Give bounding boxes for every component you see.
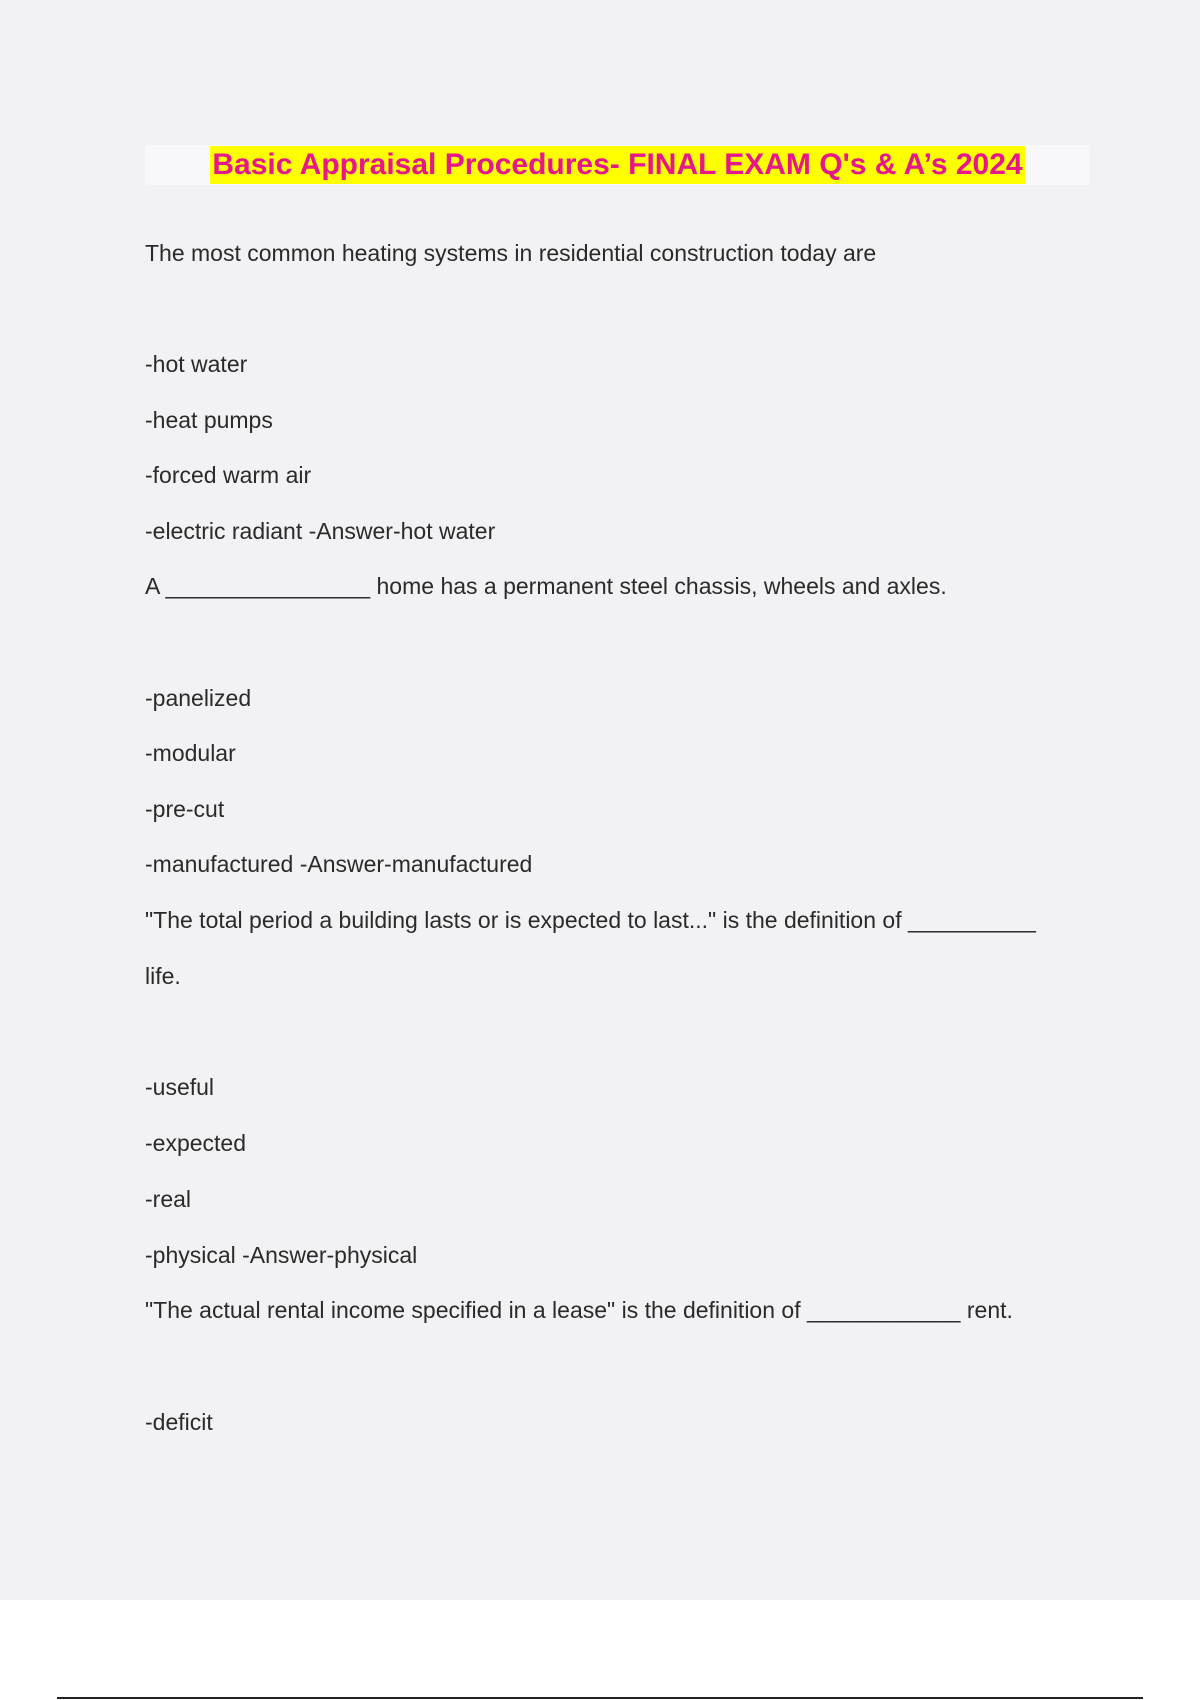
question-1-option: -hot water [145, 351, 248, 377]
question-1-option-answer: -electric radiant -Answer-hot water [145, 518, 496, 544]
footer-divider [57, 1697, 1143, 1699]
question-3-option-answer: -physical -Answer-physical [145, 1242, 418, 1268]
title-band [145, 145, 1090, 185]
question-1-option: -heat pumps [145, 407, 273, 433]
question-2-option-answer: -manufactured -Answer-manufactured [145, 851, 533, 877]
question-1-text: The most common heating systems in residential construction today are [145, 240, 877, 266]
question-2-option: -modular [145, 740, 236, 766]
page-footer [0, 1600, 1200, 1700]
question-4-option: -deficit [145, 1409, 213, 1435]
question-3-text: "The total period a building lasts or is expected to last..." is the definition of __________ [145, 907, 1036, 933]
question-3-option: -expected [145, 1130, 247, 1156]
question-2-option: -panelized [145, 685, 252, 711]
question-2-text: A ________________ home has a permanent steel chassis, wheels and axles. [145, 573, 947, 599]
question-3-option: -useful [145, 1074, 215, 1100]
question-4-text: "The actual rental income specified in a lease" is the definition of ____________ rent. [145, 1297, 1013, 1323]
question-3-option: -real [145, 1186, 192, 1212]
question-3-text-continued: life. [145, 963, 181, 989]
question-2-option: -pre-cut [145, 796, 225, 822]
document-title: Basic Appraisal Procedures- FINAL EXAM Q's & A’s 2024 [210, 146, 1024, 184]
question-1-option: -forced warm air [145, 462, 312, 488]
